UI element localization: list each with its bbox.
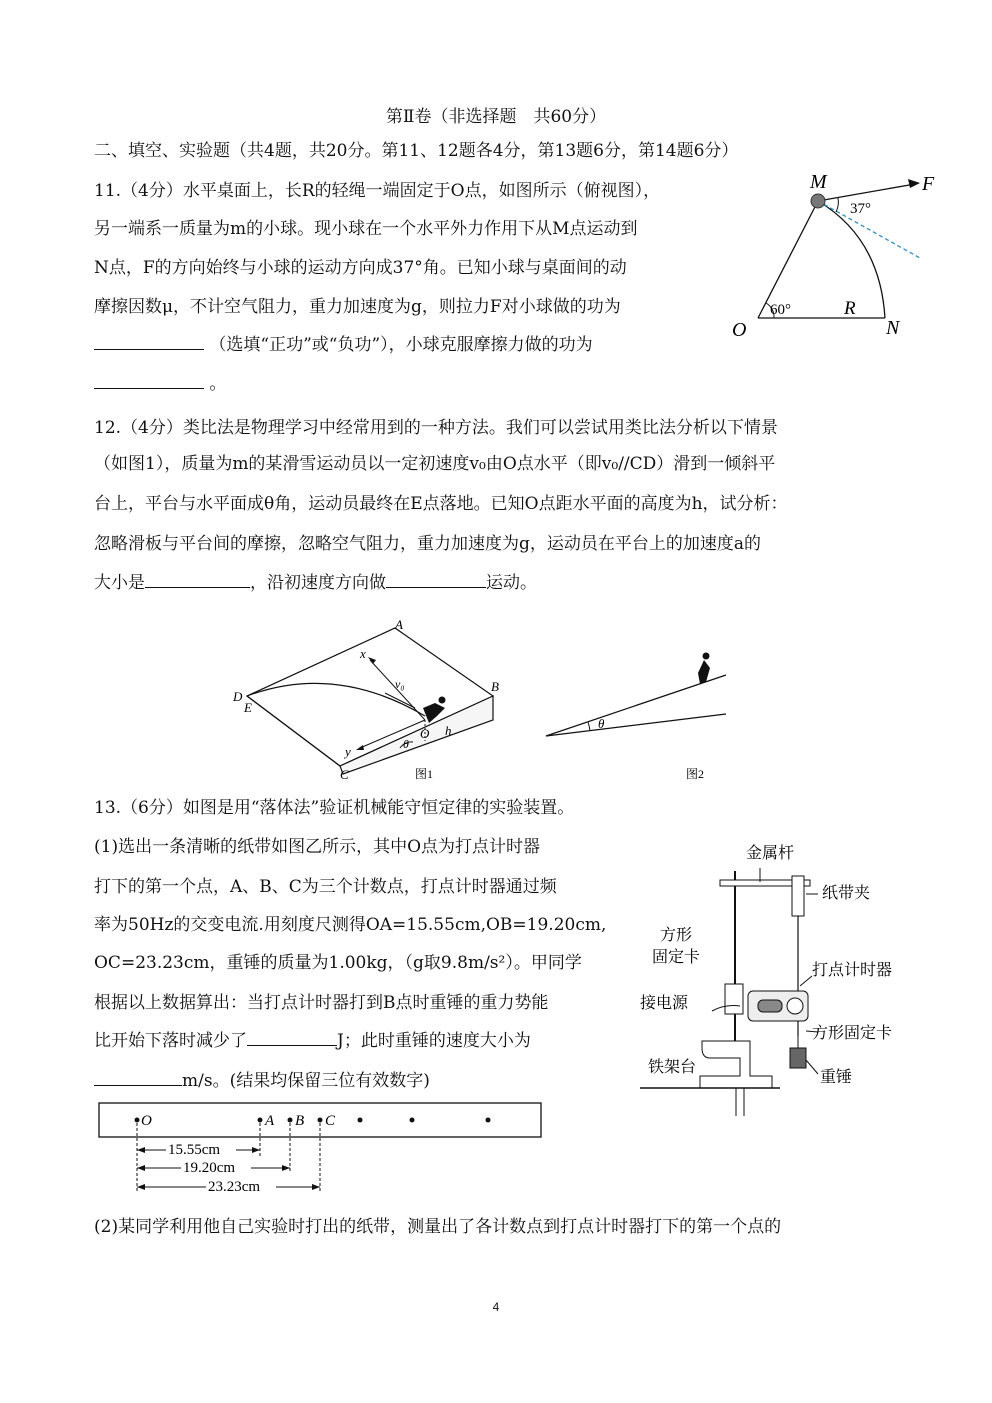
q13-tape-dim-OB-label: 19.20cm	[183, 1160, 236, 1176]
q13-tape-arrow-OC-right	[312, 1184, 320, 1190]
q11-line-6	[94, 369, 226, 394]
q11-rope-line	[758, 201, 818, 318]
q11-force-arrowhead	[908, 179, 920, 188]
q13-tape-figure	[96, 1100, 546, 1196]
q12-f2-theta-arc	[588, 722, 590, 731]
q12-line-5-c: 运动。	[486, 573, 537, 593]
q11-label-37: 37°	[850, 201, 871, 217]
q11-label-N: N	[886, 317, 900, 339]
q11-line-1: 11.（4分）水平桌面上，长R的轻绳一端固定于O点，如图所示（俯视图），	[94, 181, 661, 201]
q12-f1-label-A: A	[395, 617, 403, 632]
q13-label-card-right: 方形固定卡	[812, 1025, 893, 1042]
q12-slope-top	[247, 628, 493, 766]
q13-line-7-text: m/s。(结果均保留三位有效数字)	[182, 1071, 430, 1091]
q12-line-3: 台上，平台与水平面成θ角，运动员最终在E点落地。已知O点距水平面的高度为h，试分析：	[94, 494, 788, 514]
q13-line-4: OC=23.23cm，重锤的质量为1.00kg，（g取9.8m/s²）。甲同学	[94, 953, 582, 973]
q11-label-F: F	[922, 173, 935, 195]
q12-f1-label-D: D	[233, 689, 243, 704]
q13-tape-arrow-OB-right	[282, 1165, 290, 1171]
q13-label-card-left-2: 固定卡	[652, 949, 701, 966]
q13-dot-extra-2	[410, 1118, 415, 1123]
q11-blank-friction-work[interactable]	[94, 370, 204, 389]
q13-dot-O	[135, 1118, 140, 1123]
q12-f1-label-O: O	[420, 726, 430, 741]
q13-apparatus-figure	[640, 836, 910, 1121]
q13-fixed-card-left	[725, 984, 743, 1014]
q12-figure-2	[540, 630, 740, 780]
q13-line-6	[94, 1026, 531, 1051]
q12-f2-slope	[546, 675, 726, 736]
q12-skier-head	[439, 697, 446, 704]
q13-label-rod: 金属杆	[746, 845, 795, 862]
page-number: 4	[492, 1300, 500, 1314]
q13-line-2: 打下的第一个点，A、B、C为三个计数点，打点计时器通过频	[94, 877, 557, 897]
q12-f1-label-B: B	[491, 679, 499, 694]
q12-f1-label-y: y	[345, 744, 351, 759]
q13-blank-velocity[interactable]	[94, 1067, 182, 1086]
q12-f1-label-theta: θ	[403, 737, 409, 751]
q13-label-card-left-1: 方形	[660, 927, 693, 944]
q12-blank-motion-type[interactable]	[386, 569, 486, 588]
q13-tape-clip	[792, 876, 804, 916]
q12-line-4: 忽略滑板与平台间的摩擦，忽略空气阻力，重力加速度为g，运动员在平台上的加速度a的	[94, 534, 762, 554]
q13-timer-disc	[787, 998, 803, 1014]
q12-f2-ground	[546, 714, 726, 736]
q13-tape-arrow-OB-left	[137, 1165, 145, 1171]
q12-f1-label-v0: v₀	[395, 677, 405, 691]
q13-intro: 13.（6分）如图是用“落体法”验证机械能守恒定律的实验装置。	[94, 798, 575, 818]
q13-line-7	[94, 1066, 430, 1091]
q13-tape-dim-OA-label: 15.55cm	[168, 1142, 221, 1158]
q11-figure	[730, 168, 940, 343]
q13-line-1: (1)选出一条清晰的纸带如图乙所示，其中O点为打点计时器	[94, 837, 541, 857]
q12-line-2: （如图1），质量为m的某滑雪运动员以一定初速度v₀由O点水平（即v₀//CD）滑到一倾斜平	[94, 454, 776, 474]
q13-tape-dim-OC-label: 23.23cm	[208, 1179, 261, 1195]
q13-tape-arrow-OA-right	[252, 1147, 260, 1153]
q13-timer-pointer	[800, 976, 812, 986]
q12-line-1: 12.（4分）类比法是物理学习中经常用到的一种方法。我们可以尝试用类比法分析以下情景	[94, 418, 778, 438]
q13-line-6-b: J；此时重锤的速度大小为	[337, 1031, 531, 1051]
q11-line-4: 摩擦因数μ，不计空气阻力，重力加速度为g，则拉力F对小球做的功为	[94, 297, 621, 317]
q13-timer-coil	[758, 1000, 782, 1012]
q13-label-stand: 铁架台	[648, 1059, 697, 1076]
q13-line-5: 根据以上数据算出：当打点计时器打到B点时重锤的重力势能	[94, 993, 549, 1013]
q11-angle-37-arc	[836, 198, 838, 212]
q11-label-60: 60°	[770, 302, 791, 318]
q13-label-clip: 纸带夹	[822, 885, 871, 902]
q13-dot-C	[318, 1118, 323, 1123]
q12-blank-acceleration[interactable]	[145, 569, 250, 588]
q11-line-3: N点，F的方向始终与小球的运动方向成37°角。已知小球与桌面间的动	[94, 258, 627, 278]
q11-ball	[811, 194, 825, 208]
q12-f1-label-x: x	[360, 646, 366, 661]
q13-label-power: 接电源	[640, 995, 689, 1012]
q13-label-timer: 打点计时器	[812, 962, 893, 979]
q13-stand-base	[700, 1041, 772, 1088]
q13-line-3: 率为50Hz的交变电流.用刻度尺测得OA=15.55cm,OB=19.20cm,	[94, 915, 607, 935]
q12-f2-label-theta: θ	[598, 716, 605, 731]
q13-part-2: (2)某同学利用他自己实验时打出的纸带，测量出了各计数点到打点计时器打下的第一个点的	[94, 1217, 782, 1237]
q11-line-5-text: （选填“正功”或“负功”），小球克服摩擦力做的功为	[209, 335, 593, 355]
q12-f1-label-E: E	[244, 700, 252, 715]
q13-dot-B	[288, 1118, 293, 1123]
part-title: 第Ⅱ卷（非选择题 共60分）	[385, 107, 607, 127]
q11-label-O: O	[732, 319, 747, 341]
q12-line-5	[94, 568, 537, 593]
q13-tape-arrow-OC-left	[137, 1184, 145, 1190]
q13-weight	[790, 1048, 806, 1068]
q11-force-line	[818, 184, 915, 201]
q12-figure-1	[225, 608, 510, 783]
q12-f1-caption: 图1	[415, 767, 434, 781]
section-heading: 二、填空、实验题（共4题，共20分。第11、12题各4分，第13题6分，第14题6分）	[94, 141, 739, 161]
q11-label-R: R	[844, 298, 856, 319]
q13-dot-extra-3	[486, 1118, 491, 1123]
q13-blank-potential-energy[interactable]	[247, 1027, 337, 1046]
q12-f1-label-h: h	[445, 723, 452, 738]
q13-weight-pointer	[806, 1060, 818, 1074]
q11-line-6-text: 。	[209, 374, 227, 394]
q13-tape-label-B: B	[295, 1113, 305, 1129]
q13-tape-label-O: O	[141, 1113, 152, 1129]
q13-dot-A	[258, 1118, 263, 1123]
q11-blank-work-sign[interactable]	[94, 331, 204, 350]
q11-line-2: 另一端系一质量为m的小球。现小球在一个水平外力作用下从M点运动到	[94, 219, 638, 239]
q12-f2-skier-head	[703, 653, 710, 660]
q12-line-5-b: ，沿初速度方向做	[250, 573, 386, 593]
q13-tape-label-C: C	[325, 1113, 336, 1129]
q13-label-weight: 重锤	[820, 1069, 853, 1086]
q12-line-5-a: 大小是	[94, 573, 145, 593]
q12-f1-label-C: C	[340, 767, 349, 782]
q11-label-M: M	[810, 171, 827, 193]
q12-f2-caption: 图2	[686, 767, 705, 780]
q11-line-5	[94, 330, 593, 355]
q13-line-6-a: 比开始下落时减少了	[94, 1031, 247, 1051]
q13-tape-arrow-OA-left	[137, 1147, 145, 1153]
q13-tape-label-A: A	[265, 1113, 275, 1129]
q13-dot-extra-1	[358, 1118, 363, 1123]
